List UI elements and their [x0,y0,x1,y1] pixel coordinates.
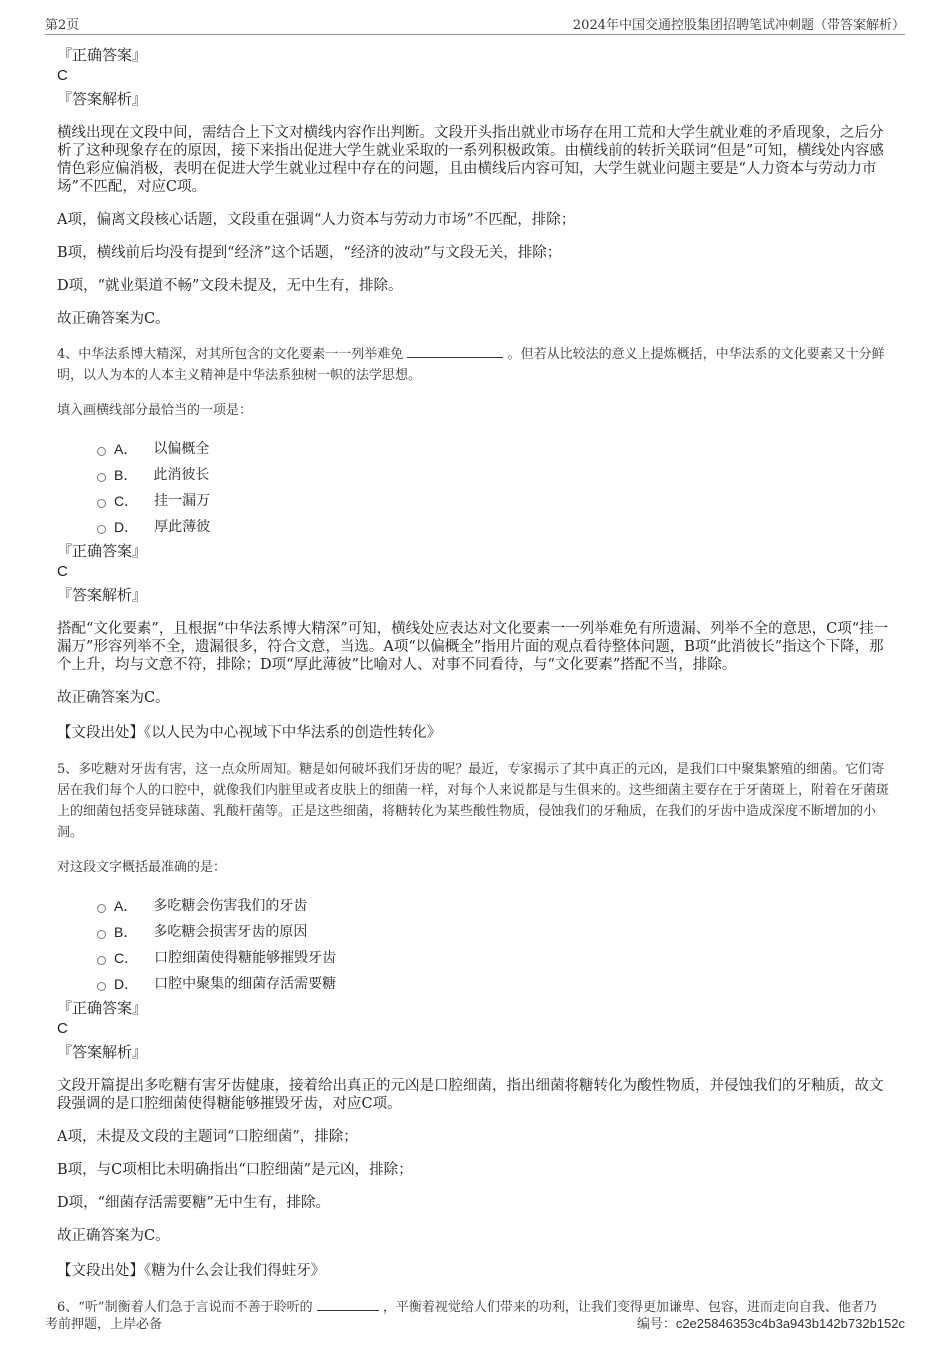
main-content [57,44,897,1318]
document-title: 2024年中国交通控股集团招聘笔试冲刺题（带答案解析） [572,18,905,33]
source-citation: 【文段出处】《糖为什么会让我们得蛀牙》 [57,1263,326,1279]
correct-answer-label: 『正确答案』 [57,542,148,560]
correct-answer: C [57,563,68,580]
radio-button[interactable] [97,982,106,991]
option-d[interactable] [97,514,897,540]
option-letter: C． [114,950,139,966]
correct-answer: C [57,1020,68,1037]
question-5-prompt: 对这段文字概括最准确的是： [57,860,227,875]
question-4-prompt: 填入画横线部分最恰当的一项是： [57,403,253,418]
option-text: 以偏概全 [153,441,210,457]
question-4-text-part1: 4、中华法系博大精深，对其所包含的文化要素一一列举难免 [57,347,404,362]
analysis-line: D项，“就业渠道不畅”文段未提及，无中生有，排除。 [57,278,403,294]
question-6-text-part1: 6、“听”制衡着人们急于言说而不善于聆听的 [57,1300,313,1315]
analysis-line: D项，“细菌存活需要糖”无中生有，排除。 [57,1195,330,1211]
option-text: 厚此薄彼 [154,519,211,535]
fill-blank [317,1297,379,1311]
radio-button[interactable] [97,930,106,939]
correct-answer-label: 『正确答案』 [57,999,148,1017]
option-letter: D． [114,519,139,535]
radio-button[interactable] [97,904,106,913]
radio-button[interactable] [97,525,106,534]
fill-blank [407,344,503,358]
option-text: 多吃糖会损害牙齿的原因 [153,924,308,940]
analysis-line: A项，未提及文段的主题词“口腔细菌”，排除； [57,1129,358,1145]
analysis-label: 『答案解析』 [57,586,148,604]
option-letter: A． [114,441,138,457]
analysis-label: 『答案解析』 [57,90,148,108]
analysis-text: 文段开篇提出多吃糖有害牙齿健康，接着给出真正的元凶是口腔细菌，指出细菌将糖转化为酸性物质，并侵蚀我们的牙釉质，故文段强调的是口腔细菌使得糖能够摧毁牙齿，对应C项。 [57,1078,884,1112]
radio-button[interactable] [97,956,106,965]
correct-answer-label: 『正确答案』 [57,46,148,64]
source-citation: 【文段出处】《以人民为中心视域下中华法系的创造性转化》 [57,725,442,741]
question-4-text-part2: 。但若从比较法的意义上提炼概括，中华法系的文化要素又十分鲜明，以人为本的人本主义精神是中华法系独树一帜的法学思想。 [57,347,885,383]
option-d[interactable] [97,971,897,997]
option-letter: D． [114,976,139,992]
page-header [45,14,905,35]
option-text: 口腔细菌使得糖能够摧毁牙齿 [154,950,337,966]
option-text: 口腔中聚集的细菌存活需要糖 [154,976,337,992]
option-a[interactable] [97,436,897,462]
option-b[interactable] [97,919,897,945]
analysis-text: 横线出现在文段中间，需结合上下文对横线内容作出判断。文段开头指出就业市场存在用工荒和大学生就业难的矛盾现象，之后分析了这种现象存在的原因，接下来指出促进大学生就业采取的一系列积极政策。由横线前的转折关联词“但是”可知，横线处内容感情色彩应偏消极，表明在促进大学生就业过程中存在的问题，且由横线后内容可知，大学生就业问题主要是“人力资本与劳动力市场”不匹配，对应C项。 [57,125,884,195]
analysis-text: 搭配“文化要素”，且根据“中华法系博大精深”可知，横线处应表达对文化要素一一列举难免有所遗漏、列举不全的意思，C项“挂一漏万”形容列举不全，遗漏很多，符合文意，当选。A项“以偏概全”指用片面的观点看待整体问题，B项“此消彼长”指这个下降，那个上升，均与文意不符，排除；D项“厚此薄彼”比喻对人、对事不同看待，与“文化要素”搭配不当，排除。 [57,621,889,673]
analysis-label: 『答案解析』 [57,1043,148,1061]
option-c[interactable] [97,488,897,514]
correct-answer: C [57,67,68,84]
question-4-options [97,436,897,540]
option-text: 此消彼长 [153,467,210,483]
option-letter: B． [114,467,138,483]
analysis-line: B项，横线前后均没有提到“经济”这个话题，“经济的波动”与文段无关，排除； [57,245,562,261]
question-4-stem [57,344,897,386]
option-a[interactable] [97,893,897,919]
code-value: c2e25846353c4b3a943b142b732b152c [675,1316,905,1331]
question-5-stem: 5、多吃糖对牙齿有害，这一点众所周知。糖是如何破坏我们牙齿的呢？最近，专家揭示了其中真正的元凶，是我们口中聚集繁殖的细菌。它们寄居在我们每个人的口腔中，就像我们内脏里或者皮肤上的细菌一样，对每个人来说都是与生俱来的。这些细菌主要存在于牙菌斑上，附着在牙菌斑上的细菌包括变异链球菌、乳酸杆菌等。正是这些细菌，将糖转化为某些酸性物质，侵蚀我们的牙釉质，在我们的牙齿中造成深度不断增加的小洞。 [57,762,890,840]
option-c[interactable] [97,945,897,971]
document-code [637,1313,905,1332]
analysis-line: A项，偏离文段核心话题，文段重在强调“人力资本与劳动力市场”不匹配，排除； [57,212,576,228]
radio-button[interactable] [97,473,106,482]
footer-slogan: 考前押题，上岸必备 [45,1317,163,1332]
radio-button[interactable] [97,447,106,456]
option-b[interactable] [97,462,897,488]
conclusion-line: 故正确答案为C。 [57,311,170,327]
conclusion-line: 故正确答案为C。 [57,690,170,706]
option-text: 挂一漏万 [154,493,211,509]
code-label: 编号： [636,1317,676,1332]
page-number: 第2页 [45,18,80,33]
option-letter: A． [114,898,138,914]
conclusion-line: 故正确答案为C。 [57,1228,170,1244]
option-text: 多吃糖会伤害我们的牙齿 [153,898,308,914]
question-6-text-part2: ，平衡着视觉给人们带来的功利，让我们变得更加谦卑、包容，进而走向自我、他者乃 [382,1300,877,1315]
radio-button[interactable] [97,499,106,508]
question-5-options [97,893,897,997]
analysis-line: B项，与C项相比未明确指出“口腔细菌”是元凶，排除； [57,1162,413,1178]
page-footer [45,1313,905,1333]
option-letter: B． [114,924,138,940]
option-letter: C． [114,493,139,509]
